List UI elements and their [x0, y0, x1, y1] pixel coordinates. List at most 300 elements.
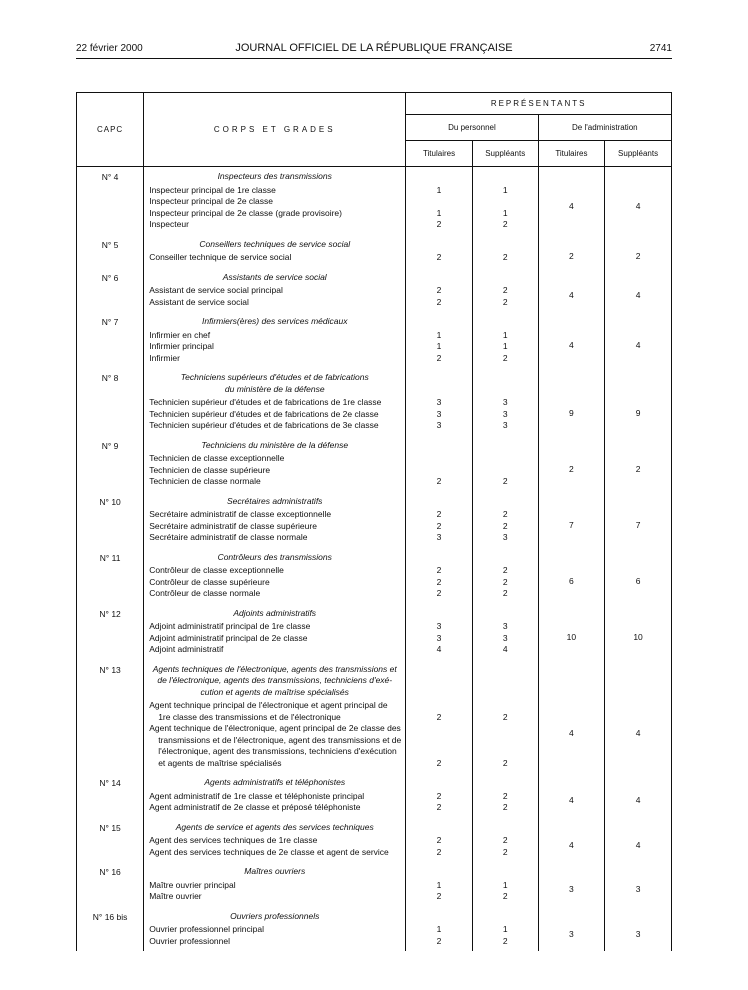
grade-line: Agent technique de l'électronique, agent principal de 2e classe des — [149, 723, 401, 733]
grade-line: Technicien supérieur d'études et de fabrications de 1re classe — [149, 397, 382, 407]
section-title-line: du ministère de la défense — [224, 383, 325, 394]
administration-suppleants-value: 9 — [635, 407, 641, 418]
administration-suppleants-value: 4 — [635, 340, 641, 350]
personnel-titulaires-cell — [406, 167, 473, 235]
administration-titulaires-cell — [538, 660, 605, 774]
personnel-suppleants-cell — [472, 235, 538, 268]
administration-titulaires-cell — [538, 167, 605, 235]
titulaires-value: 2 — [436, 835, 442, 845]
suppleants-value: 2 — [502, 588, 508, 598]
suppleants-value: 1 — [502, 329, 508, 340]
grade-line: Agent des services techniques de 1re classe — [149, 835, 318, 845]
administration-suppleants-value: 4 — [635, 200, 641, 211]
administration-suppleants-cell — [605, 818, 672, 863]
personnel-suppleants-cell — [472, 862, 538, 907]
col-capc: CAPC — [77, 93, 144, 167]
grade-line: Technicien supérieur d'études et de fabrications de 3e classe — [149, 420, 379, 430]
table-row — [77, 862, 672, 907]
grade-line: Technicien de classe supérieure — [149, 464, 271, 475]
administration-titulaires-cell — [538, 548, 605, 604]
grade-line: Inspecteur principal de 1re classe — [149, 184, 276, 195]
section-title-line: Agents de service et agents des services techniques — [175, 821, 374, 832]
capc-number: N° 6 — [101, 272, 119, 283]
suppleants-value: 2 — [502, 285, 508, 295]
grade-line: transmissions et de l'électronique, agent des transmissions et de — [158, 734, 402, 745]
personnel-titulaires-cell — [406, 907, 473, 952]
capc-number: N° 4 — [101, 172, 119, 182]
section-title — [144, 818, 405, 834]
section-title — [144, 907, 405, 923]
section-title — [144, 368, 405, 395]
grade-line: Ouvrier professionnel — [149, 935, 230, 946]
capc-number: N° 14 — [99, 778, 121, 788]
grade-line: Infirmier — [149, 352, 180, 363]
personnel-titulaires-cell — [406, 235, 473, 268]
grade-line: Technicien de classe exceptionnelle — [149, 453, 285, 463]
section-title-line: Contrôleurs des transmissions — [217, 551, 332, 562]
grade-line: Secrétaire administratif de classe exceptionnelle — [149, 509, 332, 519]
personnel-titulaires-cell — [406, 773, 473, 818]
administration-suppleants-cell — [605, 548, 672, 604]
suppleants-value: 2 — [502, 296, 508, 307]
administration-suppleants-value: 4 — [635, 727, 641, 738]
personnel-suppleants-cell — [472, 368, 538, 436]
personnel-titulaires-cell — [406, 492, 473, 548]
suppleants-value — [473, 735, 538, 747]
administration-suppleants-value: 4 — [635, 795, 641, 806]
personnel-suppleants-cell — [472, 773, 538, 818]
grade-line: Ouvrier professionnel principal — [149, 924, 265, 934]
administration-suppleants-cell — [605, 368, 672, 436]
titulaires-value — [406, 700, 472, 712]
section-title — [144, 312, 405, 328]
corps-cell — [144, 818, 406, 863]
suppleants-value — [473, 453, 538, 465]
grade-line: Inspecteur — [149, 219, 189, 229]
administration-suppleants-cell — [605, 660, 672, 774]
titulaires-value — [406, 196, 472, 208]
suppleants-value: 1 — [502, 924, 508, 934]
administration-titulaires-value: 2 — [569, 251, 574, 261]
section-title-line: Conseillers techniques de service social — [199, 238, 351, 249]
suppleants-value — [473, 700, 538, 712]
grade-line: Adjoint administratif — [149, 644, 224, 654]
grade-line: Agent administratif de 1re classe et téléphoniste principal — [149, 790, 365, 801]
administration-titulaires-cell — [538, 604, 605, 660]
titulaires-value: 3 — [436, 532, 442, 542]
table-row — [77, 235, 672, 268]
administration-titulaires-cell — [538, 312, 605, 368]
administration-titulaires-value: 7 — [569, 519, 574, 530]
titulaires-value: 2 — [436, 935, 442, 946]
section-title-line: de l'électronique, agents des transmissions, techniciens d'exé- — [157, 675, 393, 685]
suppleants-value: 3 — [502, 621, 508, 631]
titulaires-value: 3 — [436, 621, 442, 631]
grade-line: Infirmier principal — [149, 341, 214, 351]
administration-suppleants-value: 2 — [635, 251, 641, 261]
titulaires-value — [406, 723, 472, 735]
grade-line: et agents de maîtrise spécialisés — [158, 757, 282, 768]
capc-cell — [77, 492, 144, 548]
capc-number: N° 15 — [99, 822, 121, 833]
table-row — [77, 548, 672, 604]
header-date: 22 février 2000 — [76, 43, 143, 54]
administration-suppleants-value: 7 — [635, 519, 641, 530]
grade-line: Technicien de classe normale — [149, 476, 261, 486]
administration-titulaires-cell — [538, 862, 605, 907]
titulaires-value: 2 — [436, 285, 442, 295]
administration-titulaires-value: 4 — [569, 839, 574, 850]
suppleants-value: 2 — [502, 891, 508, 901]
administration-titulaires-cell — [538, 907, 605, 952]
administration-suppleants-cell — [605, 862, 672, 907]
suppleants-value: 1 — [502, 879, 508, 890]
capc-number: N° 16 bis — [92, 911, 128, 922]
capc-number: N° 16 — [99, 867, 121, 877]
titulaires-value: 1 — [436, 184, 442, 195]
administration-titulaires-cell — [538, 773, 605, 818]
administration-suppleants-cell — [605, 167, 672, 235]
personnel-suppleants-cell — [472, 548, 538, 604]
personnel-suppleants-cell — [472, 167, 538, 235]
capc-cell — [77, 604, 144, 660]
suppleants-value: 2 — [502, 935, 508, 946]
capc-cell — [77, 268, 144, 313]
administration-suppleants-cell — [605, 773, 672, 818]
administration-suppleants-cell — [605, 268, 672, 313]
titulaires-value — [406, 735, 472, 747]
personnel-titulaires-cell — [406, 268, 473, 313]
personnel-titulaires-cell — [406, 368, 473, 436]
corps-cell — [144, 604, 406, 660]
titulaires-value: 1 — [436, 329, 442, 340]
titulaires-value: 2 — [436, 476, 442, 486]
section-title-line: Ouvriers professionnels — [230, 910, 320, 921]
section-title — [144, 436, 405, 452]
table-row — [77, 368, 672, 436]
capc-number: N° 12 — [99, 608, 121, 619]
administration-titulaires-cell — [538, 235, 605, 268]
capc-number: N° 5 — [101, 239, 119, 250]
administration-suppleants-cell — [605, 436, 672, 492]
personnel-suppleants-cell — [472, 818, 538, 863]
suppleants-value: 1 — [502, 341, 508, 351]
administration-titulaires-value: 10 — [566, 631, 577, 642]
page-number: 2741 — [649, 43, 672, 54]
section-title-line: Maîtres ouvriers — [244, 866, 306, 876]
administration-suppleants-cell — [605, 312, 672, 368]
section-title — [144, 268, 405, 284]
section-title-line: Agents administratifs et téléphonistes — [204, 777, 346, 787]
section-title-line: Techniciens supérieurs d'études et de fabrications — [180, 372, 369, 382]
administration-suppleants-value: 2 — [635, 463, 641, 474]
suppleants-value: 3 — [502, 632, 508, 643]
titulaires-value: 2 — [436, 588, 442, 598]
section-title-line: Secrétaires administratifs — [227, 495, 323, 506]
col-suppleants-personnel: Suppléants — [472, 141, 538, 167]
grade-line: Maître ouvrier principal — [149, 879, 236, 890]
personnel-suppleants-cell — [472, 907, 538, 952]
col-corps-grades: CORPS ET GRADES — [144, 93, 406, 167]
titulaires-value: 2 — [436, 891, 442, 901]
suppleants-value: 2 — [502, 509, 508, 519]
suppleants-value — [473, 196, 538, 208]
administration-suppleants-value: 4 — [635, 839, 641, 850]
administration-titulaires-value: 4 — [569, 340, 574, 350]
col-representants: REPRÉSENTANTS — [406, 93, 672, 115]
corps-cell — [144, 268, 406, 313]
titulaires-value: 1 — [436, 879, 442, 890]
corps-cell — [144, 167, 406, 235]
suppleants-value: 2 — [502, 802, 508, 812]
grade-line: Agent technique principal de l'électronique et agent principal de — [149, 700, 388, 710]
suppleants-value: 2 — [502, 711, 508, 722]
administration-titulaires-value: 4 — [569, 795, 574, 806]
capc-cell — [77, 312, 144, 368]
titulaires-value: 2 — [436, 757, 442, 768]
grade-line: 1re classe des transmissions et de l'électronique — [158, 711, 341, 722]
titulaires-value: 2 — [436, 219, 442, 229]
corps-cell — [144, 368, 406, 436]
table-row — [77, 660, 672, 774]
administration-titulaires-cell — [538, 268, 605, 313]
grade-line: Secrétaire administratif de classe supérieure — [149, 520, 317, 531]
corps-cell — [144, 862, 406, 907]
col-du-personnel: Du personnel — [406, 115, 538, 141]
capc-cell — [77, 660, 144, 774]
administration-titulaires-value: 6 — [569, 575, 574, 586]
titulaires-value: 3 — [436, 408, 442, 419]
administration-titulaires-value: 2 — [569, 463, 574, 474]
table-row — [77, 268, 672, 313]
table-row — [77, 312, 672, 368]
section-title — [144, 548, 405, 564]
titulaires-value: 2 — [436, 576, 442, 587]
titulaires-value: 1 — [436, 207, 442, 218]
titulaires-value: 2 — [436, 252, 442, 262]
administration-titulaires-value: 4 — [569, 200, 574, 211]
personnel-titulaires-cell — [406, 862, 473, 907]
grade-line: Inspecteur principal de 2e classe — [149, 196, 273, 206]
titulaires-value: 3 — [436, 632, 442, 643]
capc-number: N° 13 — [99, 664, 121, 675]
capc-cell — [77, 773, 144, 818]
corps-cell — [144, 436, 406, 492]
titulaires-value: 1 — [436, 341, 442, 351]
suppleants-value — [473, 746, 538, 758]
suppleants-value — [473, 465, 538, 477]
section-title-line: Techniciens du ministère de la défense — [201, 439, 349, 450]
titulaires-value: 4 — [436, 644, 442, 654]
personnel-suppleants-cell — [472, 436, 538, 492]
personnel-suppleants-cell — [472, 268, 538, 313]
capc-number: N° 11 — [99, 552, 121, 563]
section-title — [144, 604, 405, 620]
titulaires-value: 2 — [436, 509, 442, 519]
corps-cell — [144, 907, 406, 952]
administration-titulaires-cell — [538, 368, 605, 436]
capc-number: N° 7 — [101, 317, 119, 327]
grade-line: Agent administratif de 2e classe et préposé téléphoniste — [149, 802, 361, 812]
administration-titulaires-value: 4 — [569, 727, 574, 738]
suppleants-value: 2 — [502, 520, 508, 531]
table-row — [77, 167, 672, 235]
administration-suppleants-cell — [605, 907, 672, 952]
personnel-titulaires-cell — [406, 604, 473, 660]
section-title-line: Adjoints administratifs — [233, 607, 317, 618]
corps-cell — [144, 492, 406, 548]
grade-line: l'électronique, agent des transmissions, techniciens d'exécution — [158, 746, 397, 756]
capc-cell — [77, 907, 144, 952]
suppleants-value: 2 — [502, 219, 508, 229]
table-row — [77, 907, 672, 952]
suppleants-value: 3 — [502, 397, 508, 407]
section-title-line: Inspecteurs des transmissions — [217, 171, 332, 181]
titulaires-value: 2 — [436, 520, 442, 531]
grade-line: Contrôleur de classe supérieure — [149, 576, 270, 587]
suppleants-value: 1 — [502, 184, 508, 195]
suppleants-value: 2 — [502, 790, 508, 801]
grade-line: Assistant de service social principal — [149, 285, 283, 295]
grade-line: Maître ouvrier — [149, 891, 202, 901]
personnel-suppleants-cell — [472, 492, 538, 548]
table-row — [77, 492, 672, 548]
grade-line: Assistant de service social — [149, 296, 249, 307]
capc-cell — [77, 818, 144, 863]
capc-number: N° 8 — [101, 373, 119, 383]
grade-line: Inspecteur principal de 2e classe (grade provisoire) — [149, 207, 342, 218]
table-row — [77, 818, 672, 863]
capc-cell — [77, 548, 144, 604]
suppleants-value: 3 — [502, 532, 508, 542]
administration-titulaires-cell — [538, 436, 605, 492]
suppleants-value: 2 — [502, 565, 508, 575]
table-body — [77, 167, 672, 952]
grade-line: Adjoint administratif principal de 2e classe — [149, 632, 308, 643]
capc-cell — [77, 862, 144, 907]
suppleants-value: 1 — [502, 207, 508, 218]
col-titulaires-administration: Titulaires — [538, 141, 605, 167]
section-title — [144, 862, 405, 878]
suppleants-value: 2 — [502, 352, 508, 363]
administration-titulaires-value: 4 — [569, 289, 574, 300]
grade-line: Technicien supérieur d'études et de fabrications de 2e classe — [149, 408, 379, 419]
col-de-administration: De l'administration — [538, 115, 671, 141]
titulaires-value: 2 — [436, 711, 442, 722]
suppleants-value: 4 — [502, 644, 508, 654]
capc-number: N° 9 — [101, 440, 119, 451]
capc-number: N° 10 — [99, 496, 121, 507]
titulaires-value — [406, 453, 472, 465]
suppleants-value — [473, 723, 538, 735]
col-titulaires-personnel: Titulaires — [406, 141, 473, 167]
personnel-titulaires-cell — [406, 312, 473, 368]
personnel-titulaires-cell — [406, 436, 473, 492]
section-title-line: cution et agents de maîtrise spécialisés — [200, 686, 349, 697]
col-suppleants-administration: Suppléants — [605, 141, 672, 167]
administration-titulaires-value: 3 — [569, 928, 574, 939]
corps-cell — [144, 235, 406, 268]
section-title-line: Assistants de service social — [222, 271, 327, 282]
titulaires-value: 2 — [436, 296, 442, 307]
grade-line: Contrôleur de classe exceptionnelle — [149, 565, 284, 575]
titulaires-value: 1 — [436, 924, 442, 934]
titulaires-value: 2 — [436, 790, 442, 801]
suppleants-value: 2 — [502, 846, 508, 857]
representatives-table — [76, 92, 672, 951]
suppleants-value: 2 — [502, 835, 508, 845]
administration-titulaires-value: 9 — [569, 407, 574, 418]
titulaires-value — [406, 465, 472, 477]
corps-cell — [144, 660, 406, 774]
administration-titulaires-value: 3 — [569, 884, 574, 895]
capc-cell — [77, 235, 144, 268]
section-title-line: Infirmiers(ères) des services médicaux — [201, 316, 348, 326]
journal-title: JOURNAL OFFICIEL DE LA RÉPUBLIQUE FRANÇAISE — [235, 42, 513, 54]
capc-cell — [77, 436, 144, 492]
suppleants-value: 2 — [502, 252, 508, 262]
personnel-suppleants-cell — [472, 312, 538, 368]
grade-line: Infirmier en chef — [149, 329, 211, 340]
administration-titulaires-cell — [538, 492, 605, 548]
suppleants-value: 2 — [502, 476, 508, 486]
titulaires-value: 2 — [436, 846, 442, 857]
administration-suppleants-value: 10 — [633, 631, 643, 642]
section-title-line: Agents techniques de l'électronique, agents des transmissions et — [152, 663, 397, 674]
corps-cell — [144, 312, 406, 368]
titulaires-value: 3 — [436, 397, 442, 407]
titulaires-value — [406, 746, 472, 758]
grade-line: Contrôleur de classe normale — [149, 588, 261, 598]
suppleants-value: 3 — [502, 420, 508, 430]
administration-suppleants-value: 3 — [635, 928, 641, 939]
personnel-titulaires-cell — [406, 548, 473, 604]
section-title — [144, 660, 405, 699]
administration-suppleants-value: 6 — [635, 575, 641, 586]
titulaires-value: 3 — [436, 420, 442, 430]
section-title — [144, 167, 405, 183]
personnel-suppleants-cell — [472, 604, 538, 660]
suppleants-value: 3 — [502, 408, 508, 419]
corps-cell — [144, 773, 406, 818]
table-row — [77, 773, 672, 818]
capc-cell — [77, 167, 144, 235]
table-row — [77, 604, 672, 660]
section-title — [144, 492, 405, 508]
section-title — [144, 235, 405, 251]
titulaires-value: 2 — [436, 565, 442, 575]
administration-suppleants-value: 4 — [635, 289, 641, 300]
grade-line: Conseiller technique de service social — [149, 252, 292, 262]
titulaires-value: 2 — [436, 352, 442, 363]
grade-line: Secrétaire administratif de classe normale — [149, 532, 308, 542]
administration-titulaires-cell — [538, 818, 605, 863]
section-title — [144, 773, 405, 789]
suppleants-value: 2 — [502, 757, 508, 768]
table-row — [77, 436, 672, 492]
administration-suppleants-cell — [605, 235, 672, 268]
header-rule — [76, 58, 672, 59]
grade-line: Agent des services techniques de 2e classe et agent de service — [149, 846, 389, 857]
administration-suppleants-cell — [605, 604, 672, 660]
suppleants-value: 2 — [502, 576, 508, 587]
capc-cell — [77, 368, 144, 436]
personnel-titulaires-cell — [406, 818, 473, 863]
administration-suppleants-value: 3 — [635, 884, 641, 895]
personnel-suppleants-cell — [472, 660, 538, 774]
administration-suppleants-cell — [605, 492, 672, 548]
titulaires-value: 2 — [436, 802, 442, 812]
